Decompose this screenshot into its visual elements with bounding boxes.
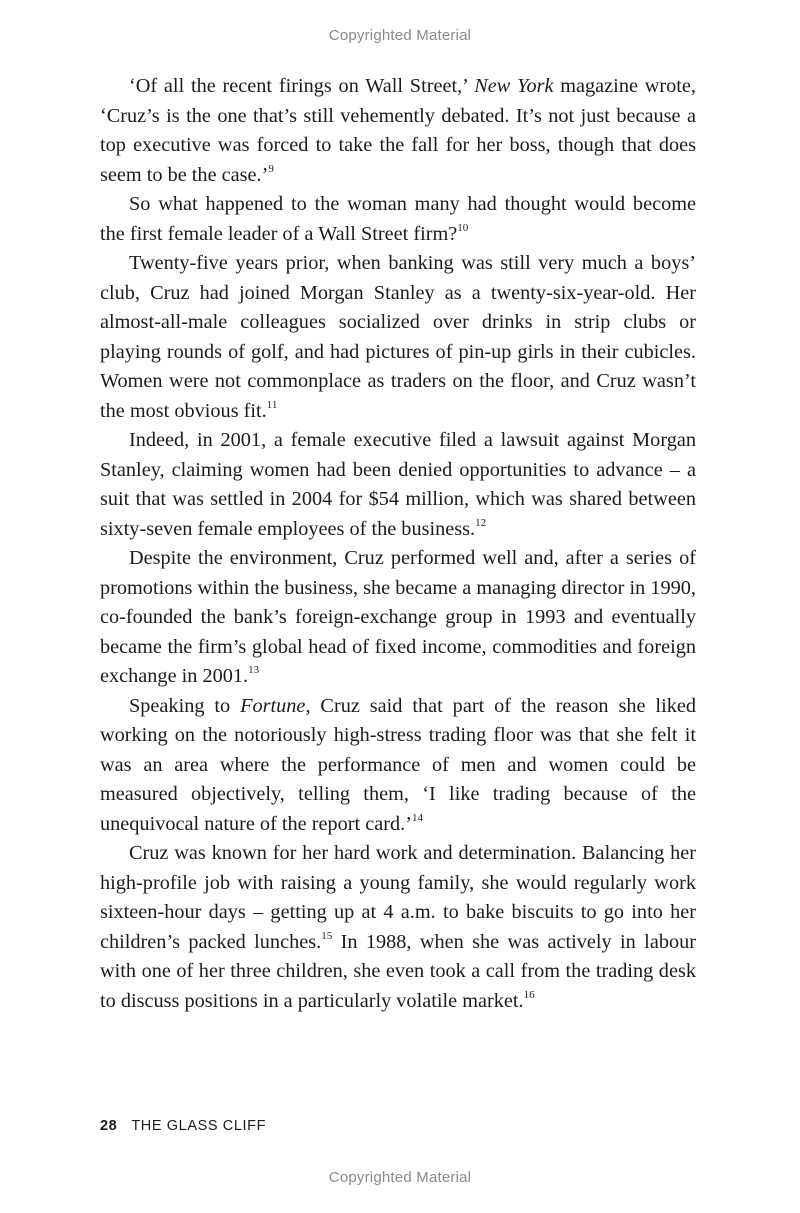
paragraph-text: , Cruz said that part of the reason she liked working on the notoriously high-stress trading floor was that she felt it was an area where the performance of men and women could be measured objectively, telling them, ‘I like trading because of the unequivocal nature of the report card.’ — [100, 694, 696, 835]
paragraph-text: In 1988, when she was actively in labour with one of her three children, she even took a call from the trading desk to discuss positions in a particularly volatile market. — [100, 930, 696, 1012]
paragraph — [100, 692, 696, 840]
italic-title: New York — [474, 75, 554, 97]
footnote-marker: 15 — [321, 929, 333, 942]
paragraph — [100, 544, 696, 692]
page-number: 28 — [100, 1118, 118, 1134]
paragraph — [100, 426, 696, 544]
paragraph — [100, 249, 696, 426]
paragraph — [100, 190, 696, 249]
paragraph-text: Indeed, in 2001, a female executive filed a lawsuit against Morgan Stanley, claiming women had been denied opportunities to advance – a suit that was settled in 2004 for $54 million, which was shared between sixty-seven female employees of the business. — [100, 429, 696, 540]
footnote-marker: 12 — [475, 516, 487, 529]
body-text — [100, 72, 696, 1016]
paragraph-text: Twenty-five years prior, when banking was still very much a boys’ club, Cruz had joined Morgan Stanley as a twenty-six-year-old. Her almost-all-male colleagues socialized over drinks in strip clubs or playing rounds of golf, and had pictures of pin-up girls in their cubicles. Women were not commonplace as traders on the floor, and Cruz wasn’t the most obvious fit. — [100, 252, 696, 422]
footnote-marker: 10 — [457, 221, 469, 234]
footnote-marker: 14 — [411, 811, 423, 824]
running-title: THE GLASS CLIFF — [131, 1118, 267, 1134]
paragraph-text: magazine wrote, ‘Cruz’s is the one that’s still vehemently debated. It’s not just because a top executive was forced to take the fall for her boss, though that does seem to be the case.’ — [100, 75, 696, 186]
footnote-marker: 9 — [268, 162, 274, 175]
footnote-marker: 11 — [266, 398, 278, 411]
copyright-watermark-top: Copyrighted Material — [328, 27, 472, 44]
copyright-watermark-bottom: Copyrighted Material — [328, 1169, 472, 1186]
paragraph-text: ‘Of all the recent firings on Wall Street,’ — [129, 75, 475, 97]
footnote-marker: 13 — [248, 664, 260, 677]
paragraph — [100, 72, 696, 190]
paragraph-text: So what happened to the woman many had thought would become the first female leader of a Wall Street firm? — [100, 193, 696, 245]
italic-title: Fortune — [240, 694, 306, 717]
page-footer — [100, 1118, 266, 1134]
paragraph-text: Despite the environment, Cruz performed well and, after a series of promotions within the business, she became a managing director in 1990, co-founded the bank’s foreign-exchange group in 1993 and eventually became the firm’s global head of fixed income, commodities and foreign exchange in 2001. — [100, 547, 696, 687]
paragraph — [100, 839, 696, 1016]
footnote-marker: 16 — [523, 988, 535, 1001]
paragraph-text: Cruz was known for her hard work and determination. Balancing her high-profile job with raising a young family, she would regularly work sixteen-hour days – getting up at 4 a.m. to bake biscuits to go into her children’s packed lunches. — [100, 842, 696, 953]
paragraph-text: Speaking to — [129, 694, 241, 717]
